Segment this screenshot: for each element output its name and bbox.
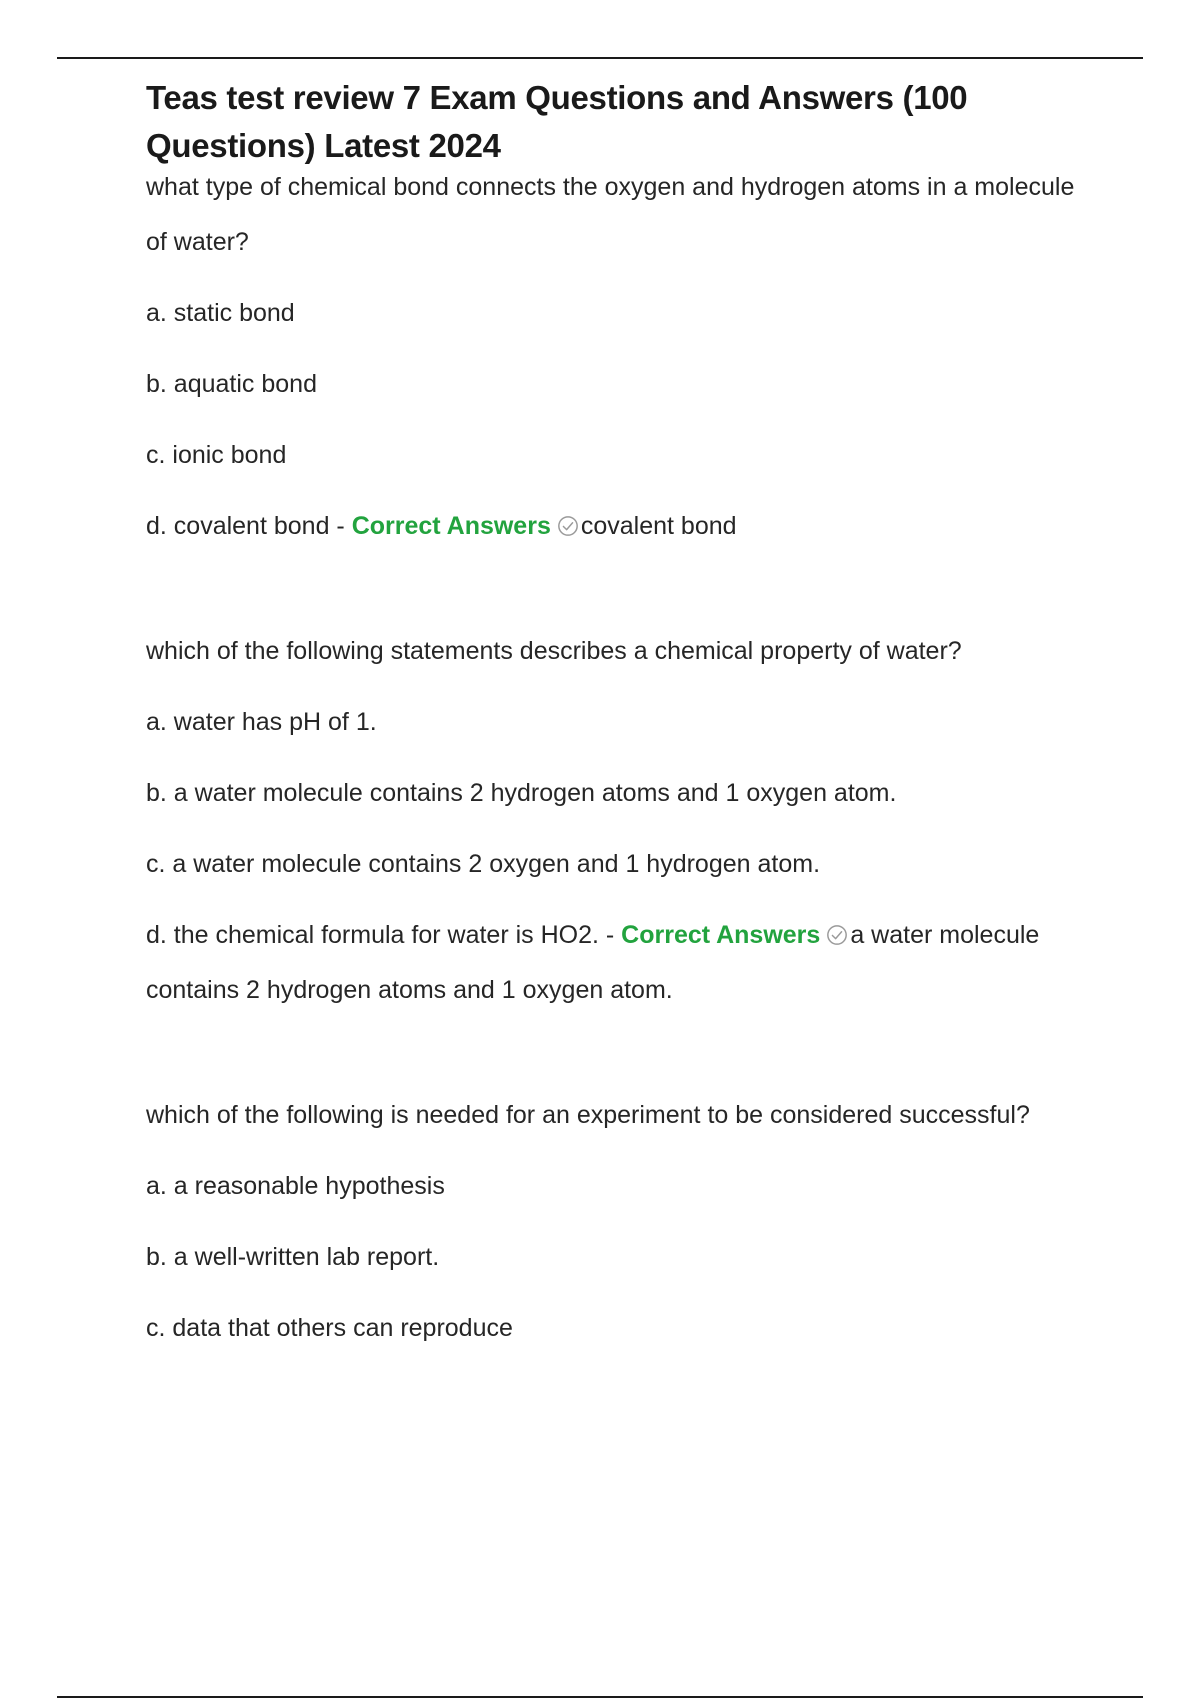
option-d: d. the chemical formula for water is HO2. -: [146, 921, 622, 949]
check-circle-icon: [826, 924, 848, 946]
option-d: d. covalent bond -: [146, 512, 352, 540]
option-a: a. water has pH of 1.: [146, 708, 377, 736]
option-a: a. static bond: [146, 299, 295, 327]
check-circle-icon: [557, 515, 579, 537]
option-a: a. a reasonable hypothesis: [146, 1172, 445, 1200]
correct-answers-label: Correct Answers: [351, 512, 551, 540]
bottom-rule: [57, 1696, 1143, 1698]
option-b: b. a water molecule contains 2 hydrogen atoms and 1 oxygen atom.: [146, 779, 897, 807]
option-b: b. aquatic bond: [146, 370, 317, 398]
document-title: Teas test review 7 Exam Questions and Answers (100 Questions) Latest 2024: [146, 79, 968, 164]
option-c: c. data that others can reproduce: [146, 1314, 513, 1342]
answer-text: covalent bond: [580, 512, 737, 540]
question-2: [146, 634, 1076, 1018]
option-c: c. a water molecule contains 2 oxygen and 1 hydrogen atom.: [146, 850, 821, 878]
option-c: c. ionic bond: [146, 441, 287, 469]
question-text: which of the following is needed for an experiment to be considered successful?: [146, 1101, 1030, 1129]
answer-text: a water molecule contains 2 hydrogen atoms and 1 oxygen atom.: [146, 921, 1040, 1004]
spacer: [146, 554, 1076, 634]
question-text: which of the following statements describes a chemical property of water?: [146, 637, 962, 665]
document-body: [146, 74, 1076, 1356]
option-d-with-answer: [146, 499, 1076, 554]
option-b: b. a well-written lab report.: [146, 1243, 440, 1271]
question-text: what type of chemical bond connects the oxygen and hydrogen atoms in a molecule of water?: [146, 173, 1075, 256]
option-d-with-answer: [146, 908, 1076, 1018]
correct-answers-label: Correct Answers: [621, 921, 821, 949]
spacer: [146, 1018, 1076, 1098]
question-3: [146, 1098, 1076, 1356]
question-1: [146, 170, 1076, 554]
top-rule: [57, 57, 1143, 59]
